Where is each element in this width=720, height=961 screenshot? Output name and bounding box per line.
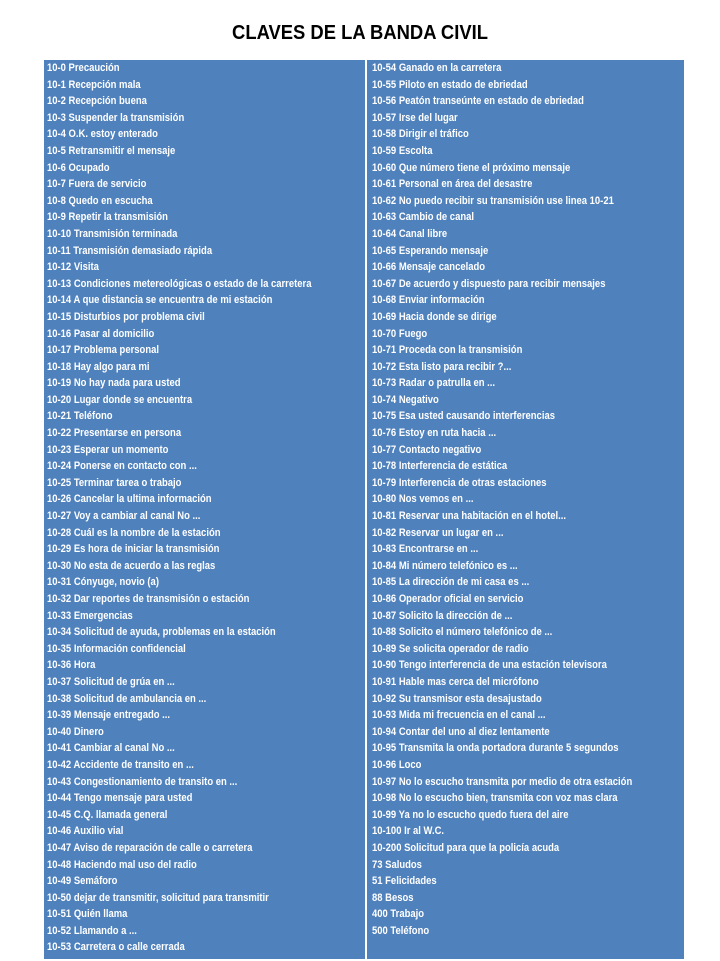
- code-entry: [44, 110, 365, 127]
- code-entry-text: 10-26 Cancelar la ultima información: [47, 493, 212, 506]
- code-entry: [44, 60, 365, 77]
- code-entry: [44, 724, 365, 741]
- code-entry: [44, 375, 365, 392]
- code-entry-text: 10-68 Enviar información: [372, 294, 485, 307]
- code-entry: [369, 243, 684, 260]
- code-entry: [44, 408, 365, 425]
- code-entry: [44, 491, 365, 508]
- code-entry: [44, 525, 365, 542]
- codes-list-left: [44, 60, 365, 956]
- code-entry: [369, 442, 684, 459]
- code-entry: [369, 425, 684, 442]
- code-entry: [369, 608, 684, 625]
- code-entry: [44, 807, 365, 824]
- code-entry-text: 10-99 Ya no lo escucho quedo fuera del aire: [372, 808, 569, 821]
- code-entry-text: 10-80 Nos vemos en ...: [372, 493, 474, 506]
- code-entry-text: 10-49 Semáforo: [47, 875, 118, 888]
- code-entry: [369, 774, 684, 791]
- code-entry: [44, 541, 365, 558]
- code-entry-text: 10-84 Mi número telefónico es ...: [372, 559, 518, 572]
- code-entry-text: 10-96 Loco: [372, 758, 422, 771]
- code-entry: [44, 840, 365, 857]
- code-entry-text: 10-74 Negativo: [372, 393, 439, 406]
- code-entry: [369, 259, 684, 276]
- code-entry-text: 10-97 No lo escucho transmita por medio de otra estación: [372, 775, 633, 788]
- code-entry: [369, 873, 684, 890]
- code-entry: [44, 558, 365, 575]
- code-entry: [369, 126, 684, 143]
- code-entry-text: 10-42 Accidente de transito en ...: [47, 758, 194, 771]
- code-entry-text: 10-69 Hacia donde se dirige: [372, 310, 497, 323]
- code-entry: [369, 923, 684, 940]
- code-entry-text: 10-75 Esa usted causando interferencias: [372, 410, 555, 423]
- code-entry: [369, 359, 684, 376]
- code-entry-text: 10-50 dejar de transmitir, solicitud para transmitir: [47, 891, 269, 904]
- code-entry: [369, 857, 684, 874]
- code-entry: [44, 657, 365, 674]
- code-entry: [369, 375, 684, 392]
- code-entry-text: 10-91 Hable mas cerca del micrófono: [372, 675, 539, 688]
- code-entry-text: 10-48 Haciendo mal uso del radio: [47, 858, 197, 871]
- code-entry-text: 10-73 Radar o patrulla en ...: [372, 377, 496, 390]
- codes-list-right: [369, 60, 684, 939]
- code-entry: [369, 143, 684, 160]
- code-entry: [44, 458, 365, 475]
- code-entry-text: 10-41 Cambiar al canal No ...: [47, 742, 175, 755]
- code-entry: [44, 591, 365, 608]
- code-entry: [369, 342, 684, 359]
- code-entry-text: 10-63 Cambio de canal: [372, 211, 475, 224]
- code-entry: [44, 143, 365, 160]
- code-entry: [44, 740, 365, 757]
- code-entry: [369, 326, 684, 343]
- code-entry-text: 10-20 Lugar donde se encuentra: [47, 393, 193, 406]
- code-entry-text: 10-88 Solicito el número telefónico de ...: [372, 626, 553, 639]
- code-entry: [369, 392, 684, 409]
- code-entry-text: 10-83 Encontrarse en ...: [372, 543, 479, 556]
- code-entry-text: 10-52 Llamando a ...: [47, 924, 137, 937]
- code-entry-text: 10-76 Estoy en ruta hacia ...: [372, 427, 497, 440]
- code-entry-text: 10-66 Mensaje cancelado: [372, 261, 486, 274]
- code-entry: [44, 243, 365, 260]
- code-entry-text: 10-35 Información confidencial: [47, 642, 186, 655]
- code-entry: [44, 624, 365, 641]
- code-entry-text: 10-79 Interferencia de otras estaciones: [372, 476, 547, 489]
- code-entry: [44, 757, 365, 774]
- code-entry: [44, 574, 365, 591]
- codes-column-right: [369, 60, 684, 961]
- code-entry-text: 10-27 Voy a cambiar al canal No ...: [47, 510, 201, 523]
- code-entry: [44, 707, 365, 724]
- code-entry-text: 10-7 Fuera de servicio: [47, 178, 147, 191]
- code-entry-text: 10-47 Aviso de reparación de calle o carretera: [47, 841, 253, 854]
- code-entry-text: 10-54 Ganado en la carretera: [372, 62, 502, 74]
- code-entry-text: 10-28 Cuál es la nombre de la estación: [47, 526, 221, 539]
- code-entry: [369, 525, 684, 542]
- code-entry-text: 10-0 Precaución: [47, 62, 120, 74]
- code-entry-text: 10-12 Visita: [47, 261, 99, 274]
- code-entry: [44, 342, 365, 359]
- code-entry-text: 10-17 Problema personal: [47, 344, 160, 357]
- code-entry: [369, 491, 684, 508]
- code-entry: [369, 209, 684, 226]
- code-entry: [44, 774, 365, 791]
- code-entry: [44, 425, 365, 442]
- code-entry: [369, 691, 684, 708]
- code-entry: [44, 641, 365, 658]
- code-entry: [369, 458, 684, 475]
- code-entry-text: 10-19 No hay nada para usted: [47, 377, 181, 390]
- code-entry-text: 10-44 Tengo mensaje para usted: [47, 792, 193, 805]
- code-entry-text: 10-46 Auxilio vial: [47, 825, 124, 838]
- code-entry-text: 10-24 Ponerse en contacto con ...: [47, 460, 197, 473]
- code-entry: [44, 160, 365, 177]
- code-entry-text: 10-18 Hay algo para mi: [47, 360, 150, 373]
- code-entry-text: 10-38 Solicitud de ambulancia en ...: [47, 692, 207, 705]
- code-entry-text: 10-10 Transmisión terminada: [47, 227, 178, 240]
- code-entry: [44, 93, 365, 110]
- code-entry-text: 10-34 Solicitud de ayuda, problemas en la estación: [47, 626, 276, 639]
- code-entry-text: 10-21 Teléfono: [47, 410, 113, 423]
- code-entry: [369, 176, 684, 193]
- code-entry: [44, 906, 365, 923]
- code-entry: [369, 823, 684, 840]
- code-entry: [44, 873, 365, 890]
- code-entry-text: 10-5 Retransmitir el mensaje: [47, 144, 176, 157]
- code-entry: [369, 757, 684, 774]
- code-entry-text: 10-53 Carretera o calle cerrada: [47, 941, 185, 954]
- code-entry-text: 10-70 Fuego: [372, 327, 428, 340]
- code-entry: [369, 790, 684, 807]
- code-entry-text: 10-37 Solicitud de grúa en ...: [47, 675, 175, 688]
- code-entry: [369, 906, 684, 923]
- code-entry-text: 10-77 Contacto negativo: [372, 443, 482, 456]
- code-entry-text: 10-31 Cónyuge, novio (a): [47, 576, 159, 589]
- code-entry-text: 10-32 Dar reportes de transmisión o estación: [47, 593, 250, 605]
- code-entry-text: 10-2 Recepción buena: [47, 95, 147, 108]
- code-entry-text: 500 Teléfono: [372, 924, 430, 937]
- code-entry: [44, 309, 365, 326]
- codes-table: [43, 59, 685, 960]
- code-entry-text: 10-29 Es hora de iniciar la transmisión: [47, 543, 220, 556]
- code-entry: [369, 276, 684, 293]
- code-entry-text: 10-1 Recepción mala: [47, 78, 141, 91]
- code-entry-text: 10-57 Irse del lugar: [372, 111, 458, 124]
- code-entry: [369, 624, 684, 641]
- code-entry: [44, 77, 365, 94]
- code-entry-text: 10-100 Ir al W.C.: [372, 825, 445, 838]
- code-entry: [369, 740, 684, 757]
- code-entry-text: 10-39 Mensaje entregado ...: [47, 709, 171, 722]
- code-entry: [369, 110, 684, 127]
- code-entry-text: 10-78 Interferencia de estática: [372, 460, 508, 473]
- code-entry: [369, 674, 684, 691]
- code-entry: [44, 939, 365, 956]
- code-entry-text: 10-15 Disturbios por problema civil: [47, 310, 205, 323]
- code-entry: [44, 176, 365, 193]
- code-entry-text: 10-59 Escolta: [372, 144, 433, 157]
- code-entry: [44, 259, 365, 276]
- code-entry: [44, 608, 365, 625]
- code-entry: [44, 790, 365, 807]
- code-entry: [44, 209, 365, 226]
- code-entry-text: 10-45 C.Q. llamada general: [47, 808, 168, 821]
- codes-column-left: [44, 60, 367, 961]
- code-entry-text: 10-81 Reservar una habitación en el hotel...: [372, 510, 567, 523]
- code-entry: [369, 475, 684, 492]
- code-entry: [44, 193, 365, 210]
- code-entry-text: 88 Besos: [372, 891, 414, 904]
- code-entry: [369, 93, 684, 110]
- code-entry-text: 10-43 Congestionamiento de transito en ...: [47, 775, 238, 788]
- code-entry: [44, 923, 365, 940]
- code-entry-text: 10-22 Presentarse en persona: [47, 427, 182, 440]
- code-entry-text: 10-40 Dinero: [47, 725, 104, 738]
- code-entry-text: 10-4 O.K. estoy enterado: [47, 128, 158, 141]
- code-entry-text: 73 Saludos: [372, 858, 422, 871]
- code-entry-text: 10-6 Ocupado: [47, 161, 110, 174]
- code-entry-text: 10-11 Transmisión demasiado rápida: [47, 244, 213, 257]
- code-entry-text: 10-58 Dirigir el tráfico: [372, 128, 469, 141]
- code-entry: [369, 292, 684, 309]
- code-entry: [369, 574, 684, 591]
- code-entry-text: 10-87 Solicito la dirección de ...: [372, 609, 513, 622]
- code-entry: [369, 408, 684, 425]
- code-entry-text: 10-62 No puedo recibir su transmisión use linea 10-21: [372, 194, 614, 207]
- code-entry-text: 10-61 Personal en área del desastre: [372, 178, 533, 191]
- code-entry-text: 10-95 Transmita la onda portadora durante 5 segundos: [372, 742, 619, 755]
- code-entry: [369, 160, 684, 177]
- code-entry-text: 10-86 Operador oficial en servicio: [372, 593, 524, 605]
- code-entry-text: 10-72 Esta listo para recibir ?...: [372, 360, 512, 373]
- code-entry: [44, 823, 365, 840]
- code-entry: [369, 890, 684, 907]
- code-entry-text: 10-65 Esperando mensaje: [372, 244, 489, 257]
- code-entry-text: 10-55 Piloto en estado de ebriedad: [372, 78, 528, 91]
- code-entry: [44, 475, 365, 492]
- code-entry-text: 10-9 Repetir la transmisión: [47, 211, 168, 224]
- code-entry: [369, 657, 684, 674]
- code-entry-text: 400 Trabajo: [372, 908, 425, 921]
- code-entry-text: 10-71 Proceda con la transmisión: [372, 344, 523, 357]
- code-entry: [44, 674, 365, 691]
- code-entry: [44, 326, 365, 343]
- code-entry-text: 10-90 Tengo interferencia de una estación televisora: [372, 659, 607, 672]
- code-entry: [44, 890, 365, 907]
- code-entry-text: 10-36 Hora: [47, 659, 96, 672]
- code-entry-text: 10-200 Solicitud para que la policía acuda: [372, 841, 560, 854]
- code-entry-text: 10-89 Se solicita operador de radio: [372, 642, 529, 655]
- code-entry-text: 10-33 Emergencias: [47, 609, 133, 622]
- code-entry-text: 10-67 De acuerdo y dispuesto para recibir mensajes: [372, 277, 606, 290]
- code-entry: [369, 807, 684, 824]
- code-entry: [369, 591, 684, 608]
- code-entry-text: 10-56 Peatón transeúnte en estado de ebriedad: [372, 95, 584, 108]
- code-entry: [44, 276, 365, 293]
- code-entry: [369, 724, 684, 741]
- code-entry-text: 10-30 No esta de acuerdo a las reglas: [47, 559, 216, 572]
- code-entry-text: 10-13 Condiciones metereológicas o estado de la carretera: [47, 277, 312, 290]
- code-entry: [369, 226, 684, 243]
- code-entry: [44, 508, 365, 525]
- code-entry: [44, 126, 365, 143]
- code-entry: [369, 558, 684, 575]
- code-entry: [44, 857, 365, 874]
- code-entry-text: 10-8 Quedo en escucha: [47, 194, 153, 207]
- code-entry-text: 10-14 A que distancia se encuentra de mi estación: [47, 294, 273, 307]
- code-entry: [44, 359, 365, 376]
- code-entry: [369, 707, 684, 724]
- code-entry-text: 51 Felicidades: [372, 875, 437, 888]
- code-entry-text: 10-92 Su transmisor esta desajustado: [372, 692, 542, 705]
- code-entry: [44, 691, 365, 708]
- code-entry: [44, 292, 365, 309]
- code-entry-text: 10-51 Quién llama: [47, 908, 128, 921]
- code-entry: [369, 77, 684, 94]
- code-entry: [44, 226, 365, 243]
- code-entry-text: 10-16 Pasar al domicilio: [47, 327, 155, 340]
- code-entry: [369, 193, 684, 210]
- code-entry-text: 10-93 Mida mi frecuencia en el canal ...: [372, 709, 546, 722]
- code-entry-text: 10-64 Canal libre: [372, 227, 448, 240]
- code-entry-text: 10-94 Contar del uno al diez lentamente: [372, 725, 550, 738]
- code-entry: [44, 392, 365, 409]
- code-entry-text: 10-3 Suspender la transmisión: [47, 111, 185, 124]
- code-entry-text: 10-23 Esperar un momento: [47, 443, 169, 456]
- code-entry: [44, 442, 365, 459]
- page-title: CLAVES DE LA BANDA CIVIL: [232, 22, 488, 44]
- code-entry: [369, 641, 684, 658]
- code-entry-text: 10-60 Que número tiene el próximo mensaje: [372, 161, 571, 174]
- code-entry-text: 10-82 Reservar un lugar en ...: [372, 526, 504, 539]
- code-entry-text: 10-98 No lo escucho bien, transmita con voz mas clara: [372, 792, 618, 805]
- code-entry: [369, 508, 684, 525]
- code-entry: [369, 60, 684, 77]
- code-entry: [369, 840, 684, 857]
- code-entry-text: 10-25 Terminar tarea o trabajo: [47, 476, 182, 489]
- code-entry: [369, 309, 684, 326]
- code-entry-text: 10-85 La dirección de mi casa es ...: [372, 576, 530, 589]
- code-entry: [369, 541, 684, 558]
